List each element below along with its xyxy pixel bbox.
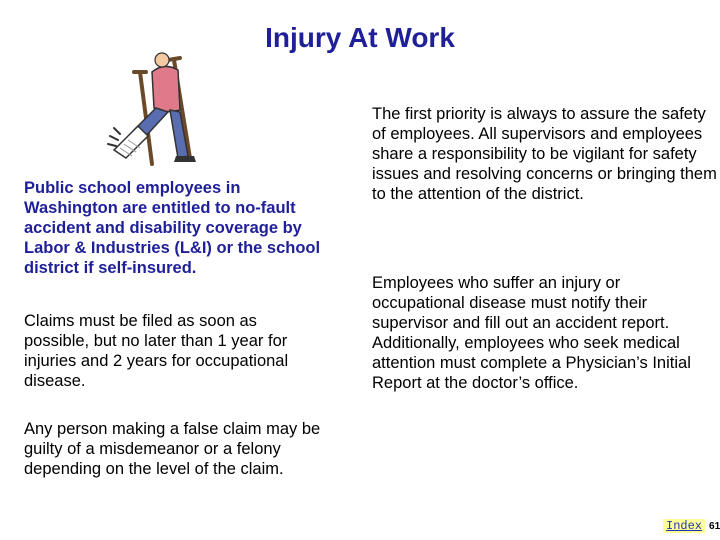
injured-person-on-crutches-icon [104,52,224,172]
index-link[interactable]: Index [663,519,705,533]
paragraph-coverage: Public school employees in Washington are entitled to no-fault accident and disability coverage by Labor & Industries (L&I) or the school district if self-insured. [24,179,321,277]
paragraph-reporting: Employees who suffer an injury or occupational disease must notify their supervisor and fill out an accident report. Additionally, employees who seek medical attention must complete a Physician’s Initial Report at the doctor’s office. [372,274,691,392]
paragraph-claim-deadline: Claims must be filed as soon as possible, but no later than 1 year for injuries and 2 years for occupational disease. [24,312,289,390]
footer [663,518,720,534]
page-number: 61 [709,520,720,532]
slide-title: Injury At Work [265,22,455,53]
paragraph-false-claim: Any person making a false claim may be guilty of a misdemeanor or a felony depending on the level of the claim. [24,420,321,478]
paragraph-safety-priority: The first priority is always to assure the safety of employees. All supervisors and employees share a responsibility to be vigilant for safety issues and resolving concerns or bringing them to the attention of the district. [372,105,717,203]
